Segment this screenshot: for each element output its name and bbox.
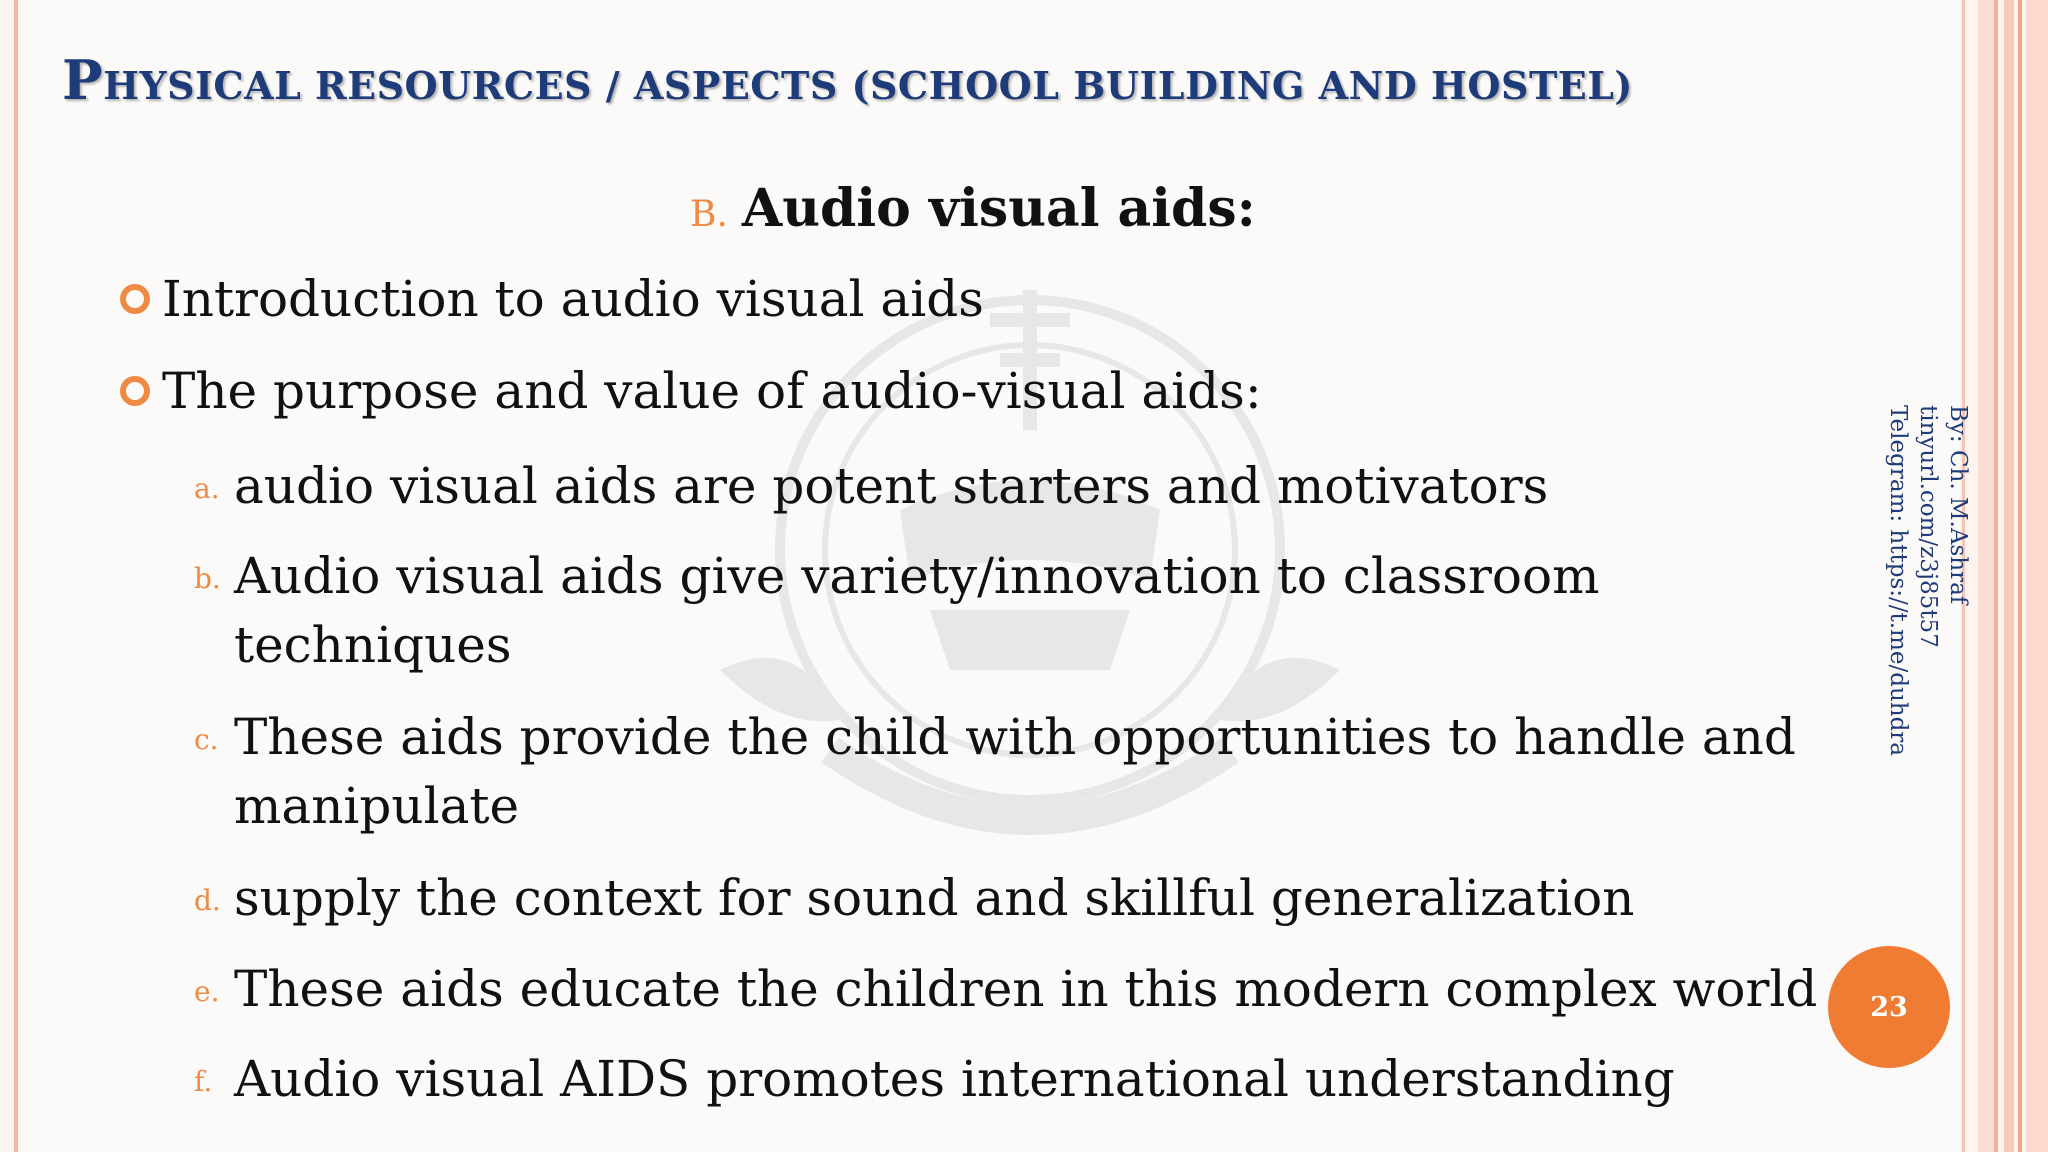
page-number-badge: 23: [1828, 946, 1950, 1068]
list-marker: c.: [194, 723, 219, 756]
credit-line: By: Ch. M.Ashraf: [1945, 405, 1971, 605]
title-main: HYSICAL RESOURCES / ASPECTS: [103, 63, 838, 108]
right-border-line: [2018, 0, 2022, 1152]
bullet-text: The purpose and value of audio-visual aids:: [162, 362, 1262, 420]
right-border-stripe: [1978, 0, 1994, 1152]
left-border-line: [14, 0, 18, 1152]
right-border-line: [1994, 0, 1998, 1152]
right-border-stripe: [2004, 0, 2014, 1152]
list-item: [194, 542, 1834, 680]
list-text: These aids educate the children in this modern complex world: [234, 960, 1818, 1018]
subheading-marker: B.: [690, 194, 728, 235]
list-item: [194, 1045, 1834, 1114]
list-text: audio visual aids are potent starters and motivators: [234, 457, 1549, 515]
list-marker: f.: [194, 1065, 213, 1098]
list-text: Audio visual AIDS promotes international understanding: [234, 1050, 1675, 1108]
list-item: [194, 955, 1834, 1024]
title-initial: P: [62, 48, 104, 112]
bullet-item: [120, 270, 984, 328]
list-text: Audio visual aids give variety/innovation to classroom techniques: [234, 547, 1600, 674]
title-parenthetical: (SCHOOL BUILDING AND HOSTEL): [851, 63, 1633, 108]
right-border-stripe: [2026, 0, 2048, 1152]
list-marker: d.: [194, 884, 221, 917]
bullet-text: Introduction to audio visual aids: [162, 270, 984, 328]
bullet-item: [120, 362, 1262, 420]
list-item: [194, 703, 1834, 841]
list-marker: a.: [194, 472, 220, 505]
author-credit: [1873, 405, 1973, 765]
credit-line: tinyurl.com/z3j85t57: [1915, 405, 1941, 648]
credit-line: Telegram: https://t.me/duhdra: [1885, 405, 1911, 757]
list-marker: e.: [194, 975, 220, 1008]
subheading-text: Audio visual aids:: [741, 178, 1256, 239]
bullet-ring-icon: [120, 284, 150, 314]
list-text: supply the context for sound and skillful generalization: [234, 869, 1635, 927]
list-text: These aids provide the child with opportunities to handle and manipulate: [234, 708, 1796, 835]
list-item: [194, 864, 1834, 933]
slide-title: [62, 48, 1633, 112]
list-item: [194, 452, 1834, 521]
list-marker: b.: [194, 562, 221, 595]
subheading: [690, 178, 1256, 239]
bullet-ring-icon: [120, 376, 150, 406]
